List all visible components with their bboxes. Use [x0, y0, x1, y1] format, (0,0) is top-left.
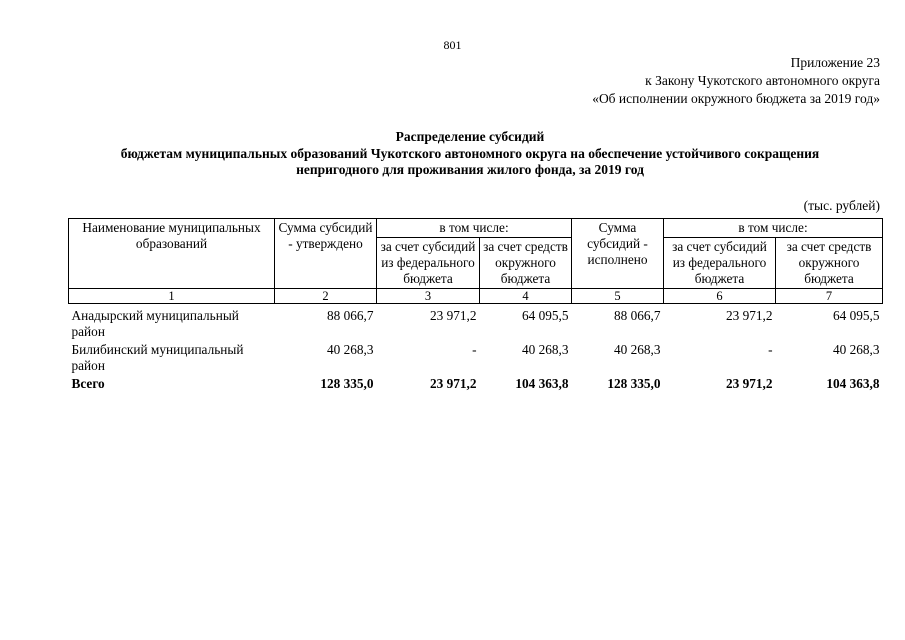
total-sum-approved: 128 335,0 [320, 376, 374, 391]
header-row-1 [69, 219, 883, 238]
column-number: 5 [572, 289, 664, 304]
units-label: (тыс. рублей) [803, 198, 880, 213]
total-district-executed: 104 363,8 [826, 376, 880, 391]
column-number: 1 [69, 289, 275, 304]
appendix-line-2: к Закону Чукотского автономного округа [645, 73, 880, 88]
cell-sum-approved: 40 268,3 [326, 342, 374, 357]
column-number: 3 [377, 289, 480, 304]
cell-federal-approved: - [472, 342, 477, 357]
total-district-approved: 104 363,8 [515, 376, 569, 391]
header-district-executed: за счет средств окружного бюджета [776, 238, 883, 289]
column-number: 4 [480, 289, 572, 304]
cell-federal-executed: 23 971,2 [725, 308, 773, 323]
cell-federal-executed: - [768, 342, 773, 357]
total-sum-executed: 128 335,0 [607, 376, 661, 391]
header-sum-approved: Сумма субсидий - утверждено [275, 219, 377, 289]
appendix-line-1: Приложение 23 [790, 55, 880, 70]
header-federal-approved: за счет субсидий из федерального бюджета [377, 238, 480, 289]
total-federal-executed: 23 971,2 [725, 376, 773, 391]
table-row [69, 304, 883, 342]
cell-federal-approved: 23 971,2 [429, 308, 477, 323]
subsidy-table [68, 218, 883, 393]
appendix-line-3: «Об исполнении окружного бюджета за 2019 год» [592, 91, 880, 106]
title-line-1: Распределение субсидий [395, 129, 545, 144]
document-title [60, 129, 880, 179]
appendix-reference [592, 54, 880, 108]
cell-district-executed: 40 268,3 [832, 342, 880, 357]
cell-sum-executed: 40 268,3 [613, 342, 661, 357]
total-federal-approved: 23 971,2 [429, 376, 477, 391]
total-label: Всего [71, 376, 105, 391]
row-name: Анадырский муниципальный район [71, 308, 239, 339]
cell-sum-approved: 88 066,7 [326, 308, 374, 323]
cell-district-executed: 64 095,5 [832, 308, 880, 323]
header-including-executed: в том числе: [664, 219, 883, 238]
header-sum-executed: Сумма субсидий - исполнено [572, 219, 664, 289]
header-district-approved: за счет средств окружного бюджета [480, 238, 572, 289]
header-federal-executed: за счет субсидий из федерального бюджета [664, 238, 776, 289]
cell-sum-executed: 88 066,7 [613, 308, 661, 323]
page-number: 801 [443, 38, 462, 52]
column-number: 7 [776, 289, 883, 304]
column-number: 6 [664, 289, 776, 304]
column-number: 2 [275, 289, 377, 304]
column-numbers-row [69, 289, 883, 304]
row-name: Билибинский муниципальный район [71, 342, 244, 373]
title-line-3: непригодного для проживания жилого фонда, за 2019 год [296, 162, 644, 177]
title-line-2: бюджетам муниципальных образований Чукотского автономного округа на обеспечение устойчивого сокращения [120, 145, 820, 161]
header-name: Наименование муниципальных образований [69, 219, 275, 289]
table-row [69, 341, 883, 375]
cell-district-approved: 40 268,3 [521, 342, 569, 357]
total-row [69, 375, 883, 393]
header-including-approved: в том числе: [377, 219, 572, 238]
cell-district-approved: 64 095,5 [521, 308, 569, 323]
